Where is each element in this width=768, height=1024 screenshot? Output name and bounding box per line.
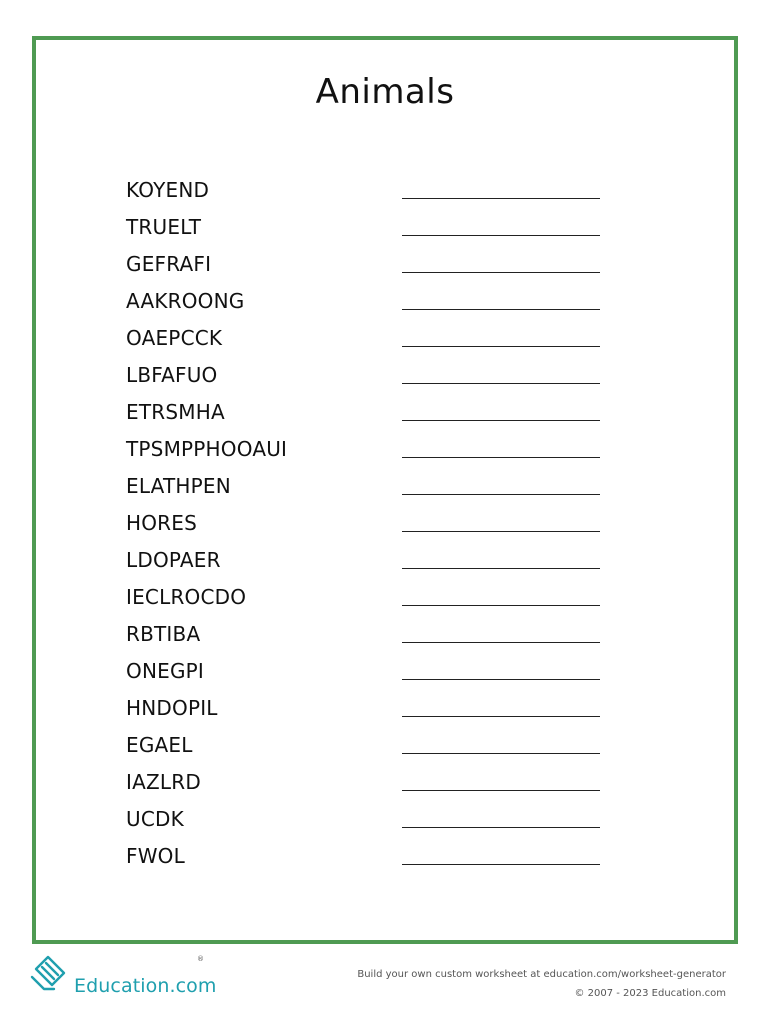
word-row (126, 398, 606, 435)
scrambled-word: HORES (126, 511, 198, 535)
scrambled-word: LBFAFUO (126, 363, 218, 387)
word-row (126, 472, 606, 509)
answer-line (402, 272, 600, 273)
word-row (126, 620, 606, 657)
word-list (126, 176, 606, 879)
word-row (126, 287, 606, 324)
word-row (126, 842, 606, 879)
word-row (126, 324, 606, 361)
answer-line (402, 457, 600, 458)
answer-line (402, 531, 600, 532)
word-row (126, 546, 606, 583)
scrambled-word: TRUELT (126, 215, 202, 239)
scrambled-word: HNDOPIL (126, 696, 218, 720)
scrambled-word: ONEGPI (126, 659, 204, 683)
answer-line (402, 383, 600, 384)
promo-text: Build your own custom worksheet at education.com/worksheet-generator (357, 969, 726, 980)
scrambled-word: KOYEND (126, 178, 210, 202)
answer-line (402, 716, 600, 717)
scrambled-word: IECLROCDO (126, 585, 247, 609)
answer-line (402, 235, 600, 236)
scrambled-word: GEFRAFI (126, 252, 212, 276)
copyright-text: © 2007 - 2023 Education.com (574, 988, 726, 999)
answer-line (402, 679, 600, 680)
answer-line (402, 198, 600, 199)
scrambled-word: ETRSMHA (126, 400, 225, 424)
scrambled-word: AAKROONG (126, 289, 245, 313)
scrambled-word: LDOPAER (126, 548, 221, 572)
scrambled-word: TPSMPPHOOAUI (126, 437, 288, 461)
answer-line (402, 753, 600, 754)
answer-line (402, 790, 600, 791)
word-row (126, 361, 606, 398)
answer-line (402, 309, 600, 310)
word-row (126, 509, 606, 546)
word-row (126, 731, 606, 768)
answer-line (402, 346, 600, 347)
word-row (126, 805, 606, 842)
answer-line (402, 605, 600, 606)
answer-line (402, 568, 600, 569)
answer-line (402, 642, 600, 643)
word-row (126, 176, 606, 213)
word-row (126, 435, 606, 472)
registered-mark: ® (197, 955, 204, 963)
word-row (126, 768, 606, 805)
education-logo (30, 955, 220, 999)
answer-line (402, 420, 600, 421)
word-row (126, 583, 606, 620)
answer-line (402, 827, 600, 828)
scrambled-word: RBTIBA (126, 622, 201, 646)
word-row (126, 694, 606, 731)
brand-name: Education.com (74, 975, 217, 997)
worksheet-frame (32, 36, 738, 944)
scrambled-word: IAZLRD (126, 770, 201, 794)
answer-line (402, 864, 600, 865)
worksheet-title: Animals (315, 72, 455, 112)
scrambled-word: UCDK (126, 807, 184, 831)
education-logo-icon (30, 955, 68, 993)
scrambled-word: FWOL (126, 844, 185, 868)
word-row (126, 213, 606, 250)
word-row (126, 657, 606, 694)
word-row (126, 250, 606, 287)
scrambled-word: EGAEL (126, 733, 193, 757)
scrambled-word: OAEPCCK (126, 326, 223, 350)
scrambled-word: ELATHPEN (126, 474, 231, 498)
answer-line (402, 494, 600, 495)
